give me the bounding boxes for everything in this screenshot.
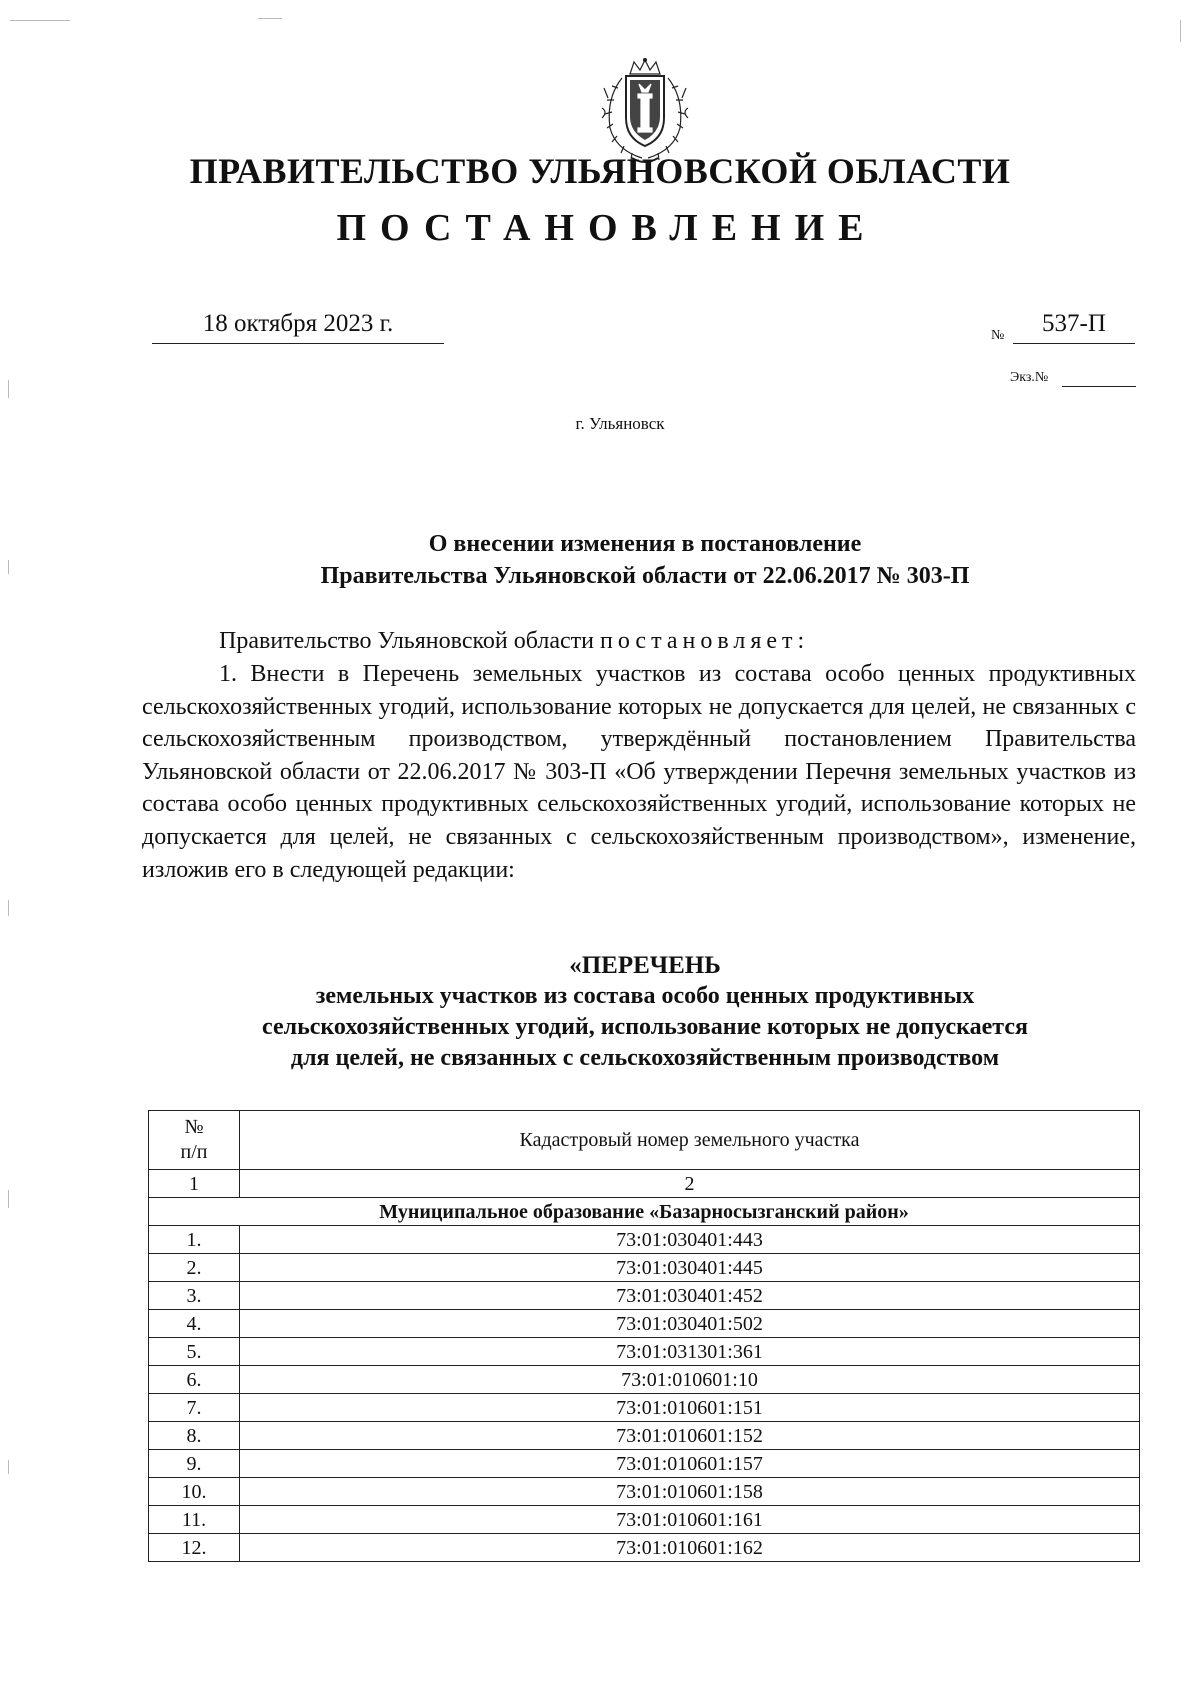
cadastral-number: 73:01:010601:151 [240,1394,1140,1422]
row-number: 6. [149,1366,240,1394]
table-row [149,1254,1140,1282]
paragraph-1-text: 1. Внести в Перечень земельных участков из состава особо ценных продуктивных сельскохозяйственных угодий, использование которых не допускается для целей, не связанных с сельскохозяйственным производством, утверждённый постановлением Правительства Ульяновской области от 22.06.2017 № 303-П «Об утверждении Перечня земельных участков из состава особо ценных продуктивных сельскохозяйственных угодий, использование которых не допускается для целей, не связанных с сельскохозяйственным производством», изменение, изложив его в следующей редакции: [142,661,1136,883]
number-label: № [991,328,1005,343]
table-row [149,1366,1140,1394]
city: г. Ульяновск [575,414,665,433]
decree-subject [150,528,1140,592]
row-number: 8. [149,1422,240,1450]
copy-number-label: Экз.№ [1010,370,1049,385]
row-number: 2. [149,1254,240,1282]
index-cell: 1 [149,1170,240,1198]
table-row [149,1506,1140,1534]
table-section-row [149,1198,1140,1226]
cadastral-number: 73:01:010601:158 [240,1478,1140,1506]
row-number: 7. [149,1394,240,1422]
row-number: 10. [149,1478,240,1506]
cadastral-number: 73:01:030401:443 [240,1226,1140,1254]
land-plots-table [148,1110,1140,1562]
row-number: 3. [149,1282,240,1310]
subject-line: О внесении изменения в постановление [428,531,862,557]
table-row [149,1310,1140,1338]
cadastral-number: 73:01:010601:162 [240,1534,1140,1562]
index-cell: 2 [240,1170,1140,1198]
table-header-row [149,1111,1140,1170]
table-row [149,1282,1140,1310]
header-cadastral-cell: Кадастровый номер земельного участка [240,1111,1140,1170]
cadastral-number: 73:01:010601:157 [240,1450,1140,1478]
row-number: 12. [149,1534,240,1562]
row-number: 1. [149,1226,240,1254]
preamble [219,628,809,655]
table-index-row [149,1170,1140,1198]
copy-number-line [1062,386,1136,387]
list-title-line: сельскохозяйственных угодий, использование которых не допускается [262,1014,1028,1040]
list-title-line: для целей, не связанных с сельскохозяйственным производством [290,1045,1000,1071]
cadastral-number: 73:01:031301:361 [240,1338,1140,1366]
row-number: 4. [149,1310,240,1338]
table-row [149,1422,1140,1450]
cadastral-number: 73:01:030401:445 [240,1254,1140,1282]
table-row [149,1394,1140,1422]
preamble-verb: постановляет: [599,628,810,654]
decree-date: 18 октября 2023 г. [152,310,444,344]
government-title: ПРАВИТЕЛЬСТВО УЛЬЯНОВСКОЙ ОБЛАСТИ [189,151,1011,191]
list-title-line: земельных участков из состава особо ценных продуктивных [315,983,975,1009]
table-row [149,1450,1140,1478]
row-number: 9. [149,1450,240,1478]
row-number: 11. [149,1506,240,1534]
subject-line: Правительства Ульяновской области от 22.06.2017 № 303-П [320,563,970,589]
table-row [149,1534,1140,1562]
header-number-cell [149,1111,240,1170]
cadastral-number: 73:01:010601:161 [240,1506,1140,1534]
document-type-title: ПОСТАНОВЛЕНИЕ [336,207,878,249]
cadastral-number: 73:01:010601:152 [240,1422,1140,1450]
section-title: Муниципальное образование «Базарносызганский район» [149,1198,1140,1226]
preamble-text: Правительство Ульяновской области [219,628,594,654]
paragraph-1 [142,658,1136,886]
cadastral-number: 73:01:010601:10 [240,1366,1140,1394]
table-row [149,1338,1140,1366]
cadastral-number: 73:01:030401:502 [240,1310,1140,1338]
table-row [149,1478,1140,1506]
header-number-sign: № [184,1116,204,1138]
decree-number: 537-П [1013,310,1135,344]
cadastral-number: 73:01:030401:452 [240,1282,1140,1310]
list-title [150,950,1140,1074]
row-number: 5. [149,1338,240,1366]
header-number-abbr: п/п [180,1141,208,1163]
table-row [149,1226,1140,1254]
list-title-line: «ПЕРЕЧЕНЬ [569,952,721,979]
